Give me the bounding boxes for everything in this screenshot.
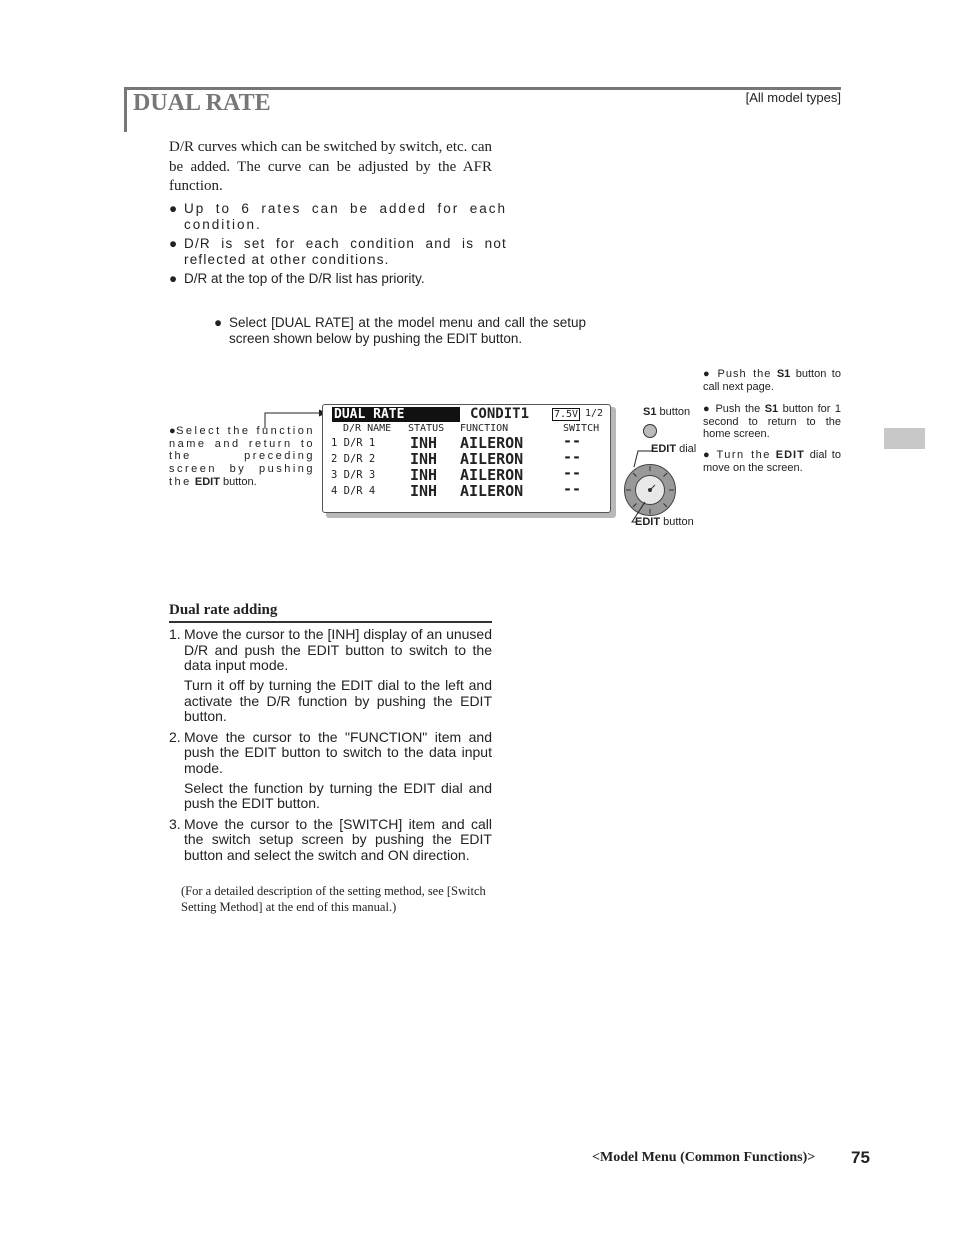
footer-section-label: <Model Menu (Common Functions)> xyxy=(592,1150,816,1165)
instruction-text: Select [DUAL RATE] at the model menu and call the setup screen shown below by pushing the EDIT button. xyxy=(229,315,586,346)
bullet-icon: ● xyxy=(703,403,712,415)
note-key: S1 xyxy=(776,368,791,380)
step-item xyxy=(169,730,492,777)
lcd-col-switch: SWITCH xyxy=(563,423,600,434)
note-pre: Push the xyxy=(717,368,772,380)
intro-paragraph: D/R curves which can be switched by switch, etc. can be added. The curve can be adjusted by the AFR function. xyxy=(169,139,492,194)
note-pre: Push the xyxy=(715,403,761,415)
edit-key: EDIT xyxy=(635,516,661,528)
note-post: button for 1 second to return to the home screen. xyxy=(703,403,842,441)
page-number: 75 xyxy=(851,1148,870,1167)
lcd-row-function[interactable]: AILERON xyxy=(460,450,524,468)
lcd-battery: 7.5V xyxy=(554,409,579,420)
step-number: 2. xyxy=(169,728,181,745)
section-tab xyxy=(884,428,925,449)
section-rule xyxy=(169,621,492,623)
lcd-row-function[interactable]: AILERON xyxy=(460,482,524,500)
step-subtext: Turn it off by turning the EDIT dial to the left and activate the D/R function by pushing the EDIT button. xyxy=(184,677,492,725)
lcd-row-status[interactable]: INH xyxy=(410,434,438,452)
lcd-row-status[interactable]: INH xyxy=(410,466,438,484)
lcd-title[interactable]: DUAL RATE xyxy=(332,407,460,422)
header-side-rule xyxy=(124,87,127,132)
bullet-icon: ● xyxy=(703,368,713,380)
model-types-label: [All model types] xyxy=(745,90,841,105)
lcd-col-function: FUNCTION xyxy=(460,423,509,434)
bullet-icon: ● xyxy=(169,201,180,216)
lcd-page-indicator: 1/2 xyxy=(585,408,604,419)
step-number: 1. xyxy=(169,626,181,642)
right-note xyxy=(703,368,841,393)
step-text: Move the cursor to the "FUNCTION" item and push the EDIT button to switch to the data input mode. xyxy=(184,728,492,776)
lcd-row-status[interactable]: INH xyxy=(410,482,438,500)
bullet-text: D/R at the top of the D/R list has priority. xyxy=(184,271,425,286)
lcd-row-switch[interactable]: -- xyxy=(563,480,582,498)
s1-word: button xyxy=(659,406,691,418)
note-post: button to call next page. xyxy=(703,368,841,393)
bullet-item xyxy=(169,271,507,287)
note-pre: Turn the xyxy=(716,449,771,461)
section-heading: Dual rate adding xyxy=(169,602,278,618)
dial-key: EDIT xyxy=(651,443,677,455)
bullet-text: Up to 6 rates can be added for each condition. xyxy=(184,201,507,232)
s1-button-icon[interactable] xyxy=(643,424,657,438)
step-text: Move the cursor to the [INH] display of an unused D/R and push the EDIT button to switch to the data input mode. xyxy=(184,626,492,674)
note-text: Select the function xyxy=(176,425,315,437)
note-text: button. xyxy=(222,475,257,488)
page-title: DUAL RATE xyxy=(133,90,271,116)
instruction-item xyxy=(214,315,586,346)
note-text: name and return to the preceding screen by pushing the xyxy=(169,437,315,488)
right-note xyxy=(703,449,841,474)
lcd-row-name: 1 D/R 1 xyxy=(331,437,376,449)
lcd-row-function[interactable]: AILERON xyxy=(460,466,524,484)
bullet-item xyxy=(169,236,507,267)
step-item xyxy=(169,627,492,674)
reference-note: (For a detailed description of the setting method, see [Switch Setting Method] at the end of this manual.) xyxy=(181,884,486,914)
callout-arrow xyxy=(258,408,328,430)
edit-word: button xyxy=(663,516,694,528)
lcd-col-status: STATUS xyxy=(408,423,445,434)
note-key: S1 xyxy=(764,403,779,415)
note-post: dial to move on the screen. xyxy=(703,449,841,474)
bullet-icon: ● xyxy=(703,449,712,461)
edit-button-label xyxy=(635,516,694,528)
lcd-col-name: D/R NAME xyxy=(343,423,392,434)
note-key: EDIT xyxy=(775,449,805,461)
bullet-item xyxy=(169,201,507,232)
bullet-icon: ● xyxy=(169,236,179,251)
lcd-row-name: 3 D/R 3 xyxy=(331,469,376,481)
bullet-icon: ● xyxy=(169,271,178,286)
lcd-row-switch[interactable]: -- xyxy=(563,448,582,466)
step-item xyxy=(169,817,492,864)
bullet-icon: ● xyxy=(214,315,223,330)
steps-list xyxy=(169,627,492,868)
step-text: Move the cursor to the [SWITCH] item and call the switch setup screen by pushing the EDIT button and select the switch and ON direction. xyxy=(184,815,492,863)
lcd-row-name: 4 D/R 4 xyxy=(331,485,376,497)
lcd-row-name: 2 D/R 2 xyxy=(331,453,376,465)
step-subtext: Select the function by turning the EDIT dial and push the EDIT button. xyxy=(184,779,492,812)
lcd-row-switch[interactable]: -- xyxy=(563,464,582,482)
s1-button-label xyxy=(643,406,690,418)
bullet-icon: ● xyxy=(169,425,177,437)
edit-key-label: EDIT xyxy=(194,475,220,488)
left-callout-note xyxy=(169,425,315,489)
step-number: 3. xyxy=(169,815,181,832)
lcd-row-switch[interactable]: -- xyxy=(563,432,582,450)
lcd-row-function[interactable]: AILERON xyxy=(460,434,524,452)
s1-key: S1 xyxy=(643,406,657,418)
lcd-condition: CONDIT1 xyxy=(470,406,530,422)
dial-word: dial xyxy=(679,443,697,455)
edit-dial-label xyxy=(651,443,696,455)
lcd-row-status[interactable]: INH xyxy=(410,450,438,468)
right-note xyxy=(703,403,841,441)
bullet-text: D/R is set for each condition and is not reflected at other conditions. xyxy=(184,236,507,267)
